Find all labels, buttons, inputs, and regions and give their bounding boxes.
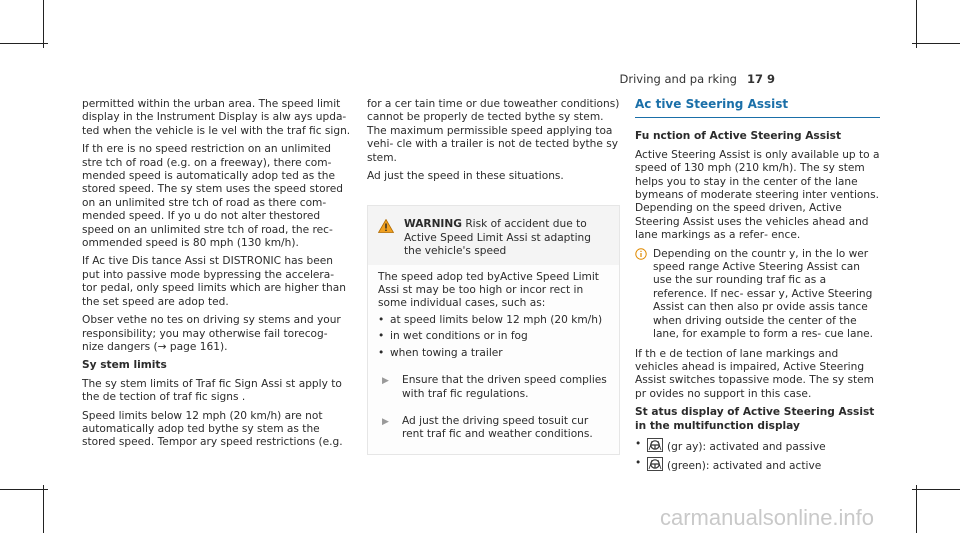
paragraph: The speed adop ted byActive Speed Limit Assi st may be too high or incor rect in some individual cases, such as: <box>378 270 599 310</box>
warning-header <box>368 206 619 264</box>
section-heading: Fu nction of Active Steering Assist <box>635 130 842 143</box>
warning-body <box>368 265 619 454</box>
watermark: carmanualsonline.info <box>660 505 875 530</box>
steering-wheel-icon <box>647 438 663 452</box>
paragraph: permitted within the urban area. The speed limit display in the Instrument Display is alw ays upda‐ ted when the vehicle is le vel with the traf fic sign. <box>82 98 351 137</box>
warning-triangle-icon <box>378 219 394 258</box>
paragraph: Active Steering Assist is only available up to a speed of 130 mph (210 km/h). The sy stem helps you to stay in the center of the lane bymeans of moderate steering inter ventions. Depending on the speed driven, Active Steering Assist uses the vehicles ahead and lane markings as a refer‐ ence. <box>635 148 880 242</box>
paragraph: If Ac tive Dis tance Assi st DISTRONIC has been put into passive mode bypressing the accelera‐ tor pedal, only speed limits which are higher than the set speed are adop ted. <box>82 255 346 308</box>
column-left <box>82 98 352 455</box>
step-arrow-icon: ▶ <box>382 416 389 427</box>
section-heading: St atus display of Active Steering Assist in the multifunction display <box>635 406 875 432</box>
instruction-step <box>378 374 609 401</box>
section-heading: Sy stem limits <box>82 359 167 372</box>
note-block <box>635 248 880 342</box>
list-item: • at speed limits below 12 mph (20 km/h) <box>378 314 609 327</box>
instruction-step <box>378 415 609 442</box>
warning-box <box>367 205 620 454</box>
column-middle <box>367 98 620 455</box>
column-right <box>635 98 880 478</box>
list-item <box>635 457 880 473</box>
paragraph: Obser vethe no tes on driving sy stems and your responsibility; you may otherwise fail torecog‐ nize dangers (→ page 161). <box>82 314 341 353</box>
note-text: Depending on the countr y, in the lo wer speed range Active Steering Assist can use the sur rounding traf fic as a reference. If nec‐ essar y, Active Steering Assist can then also pr ovide assis tance when driving outside the center of the lane, for example to form a res‐ cue lane. <box>653 247 874 341</box>
bullet-list <box>378 314 609 360</box>
paragraph: If th ere is no speed restriction on an unlimited stre tch of road (e.g. on a freeway), there com‐ mended speed is automatically adop ted as the stored speed. The sy stem uses the speed stored on an unlimited stre tch of road as there com‐ mended speed. If yo u do not alter thestored speed on an unlimited stre tch of road, the rec‐ ommended speed is 80 mph (130 km/h). <box>82 143 344 250</box>
list-item <box>635 438 880 454</box>
warning-heading <box>404 218 609 258</box>
section-title: Driving and pa rking <box>619 72 737 86</box>
step-text: Ensure that the driven speed complies with traf fic regulations. <box>402 374 607 400</box>
paragraph: Ad just the speed in these situations. <box>367 170 564 183</box>
step-text: Ad just the driving speed tosuit cur rent traf fic and weather conditions. <box>402 414 593 441</box>
steering-wheel-icon <box>647 457 663 471</box>
paragraph: The sy stem limits of Traf fic Sign Assi st apply to the de tection of traf fic signs . <box>82 377 342 404</box>
status-text: (green): activated and active <box>667 460 822 473</box>
warning-title: Risk of accident due to Active Speed Limit Assi st adapting the vehicle's speed <box>404 218 591 258</box>
paragraph: If th e de tection of lane markings and vehicles ahead is impaired, Active Steering Assist switches topassive mode. The sy stem pr ovides no support in this case. <box>635 347 874 400</box>
running-header <box>619 72 775 86</box>
step-arrow-icon: ▶ <box>382 376 389 387</box>
paragraph: for a cer tain time or due toweather conditions) cannot be properly de tected bythe sy stem. The maximum permissible speed applying toa vehi‐ cle with a trailer is not de tected bythe sy stem. <box>367 98 620 164</box>
list-item: • when towing a trailer <box>378 347 609 360</box>
chapter-title: Ac tive Steering Assist <box>635 98 880 118</box>
bullet-list <box>635 438 880 474</box>
warning-label: WARNING <box>404 218 462 231</box>
paragraph: Speed limits below 12 mph (20 km/h) are not automatically adop ted bythe sy stem as the stored speed. Tempor ary speed restrictions (e.g. <box>82 409 343 449</box>
status-text: (gr ay): activated and passive <box>667 440 826 453</box>
info-icon <box>635 248 653 342</box>
list-item: • in wet conditions or in fog <box>378 330 609 343</box>
page-number: 17 9 <box>746 72 775 86</box>
